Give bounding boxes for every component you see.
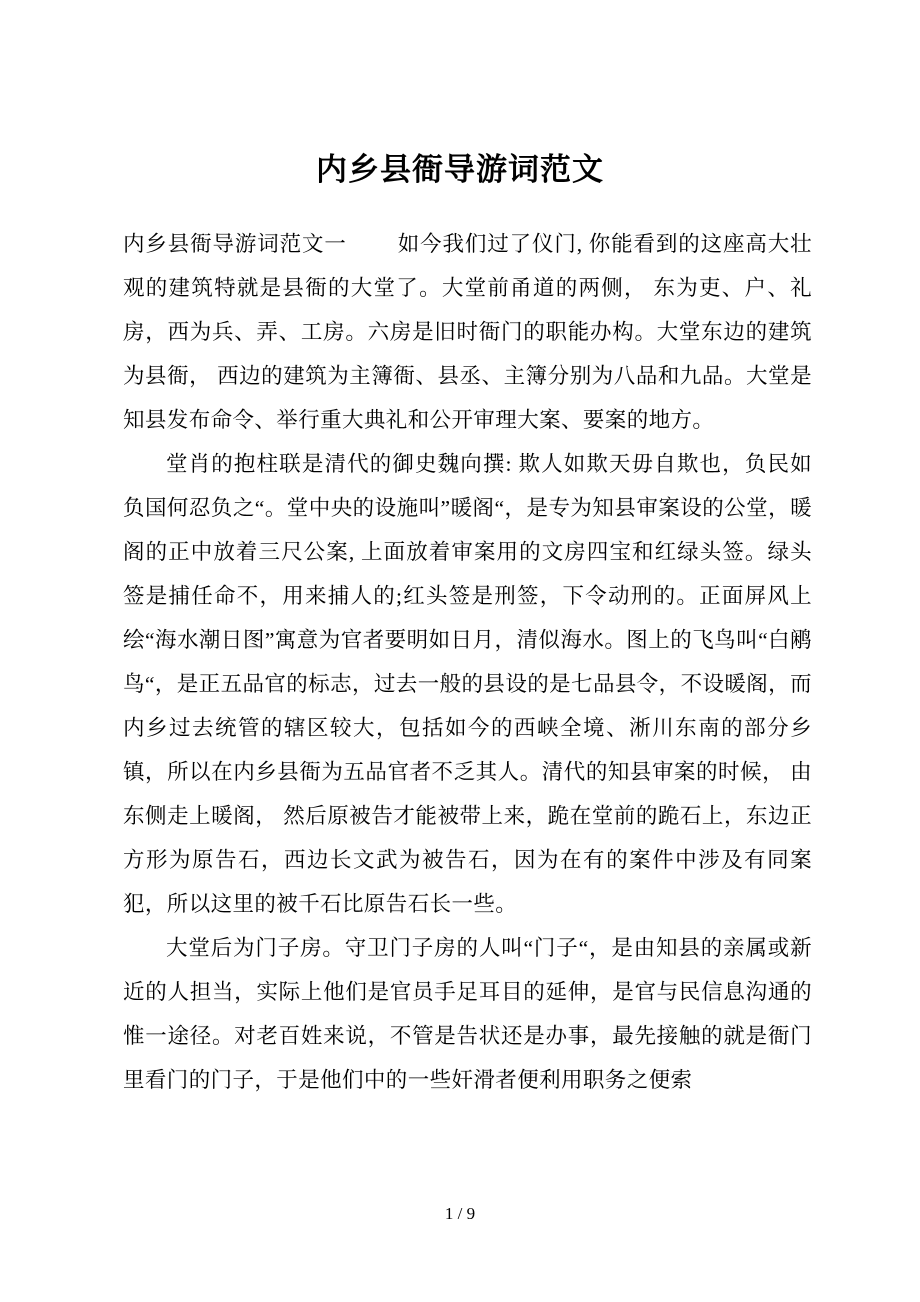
page-title: 内乡县衙导游词范文 <box>316 152 604 187</box>
document-body <box>0 190 920 1102</box>
paragraph-1: 内乡县衙导游词范文一 如今我们过了仪门, 你能看到的这座高大壮观的建筑特就是县衙的大堂了。大堂前甬道的两侧， 东为吏、户、礼房，西为兵、弄、工房。六房是旧时衙门的职能办构。大堂东边的建筑为县衙， 西边的建筑为主簿衙、县丞、主簿分别为八品和九品。大堂是知县发布命令、举行重大典礼和公开审理大案、要案的地方。 <box>123 232 812 433</box>
paragraph-3: 大堂后为门子房。守卫门子房的人叫“门子“，是由知县的亲属或新近的人担当，实际上他们是官员手足耳目的延伸，是官与民信息沟通的惟一途径。对老百姓来说，不管是告状还是办事，最先接触的就是衙门里看门的门子，于是他们中的一些奸滑者便利用职务之便索 <box>123 936 812 1093</box>
paragraph-2: 堂肖的抱柱联是清代的御史魏向撰: 欺人如欺天毋自欺也，负民如负国何忍负之“。堂中央的设施叫”暖阁“，是专为知县审案设的公堂，暖阁的正中放着三尺公案, 上面放着审案用的文房四宝和红绿头签。绿头签是捕任命不，用来捕人的;红头签是刑签，下令动刑的。正面屏风上绘“海水潮日图”寓意为官者要明如日月，清似海水。图上的飞鸟叫“白鹇鸟“，是正五品官的标志，过去一般的县设的是七品县令，不设暖阁，而内乡过去统管的辖区较大，包括如今的西峡全境、淅川东南的部分乡镇，所以在内乡县衙为五品官者不乏其人。清代的知县审案的时候， 由东侧走上暖阁， 然后原被告才能被带上来，跪在堂前的跪石上，东边正方形为原告石，西边长文武为被告石，因为在有的案件中涉及有同案犯，所以这里的被千石比原告石长一些。 <box>123 452 812 917</box>
page-number: 1 / 9 <box>444 1204 476 1223</box>
